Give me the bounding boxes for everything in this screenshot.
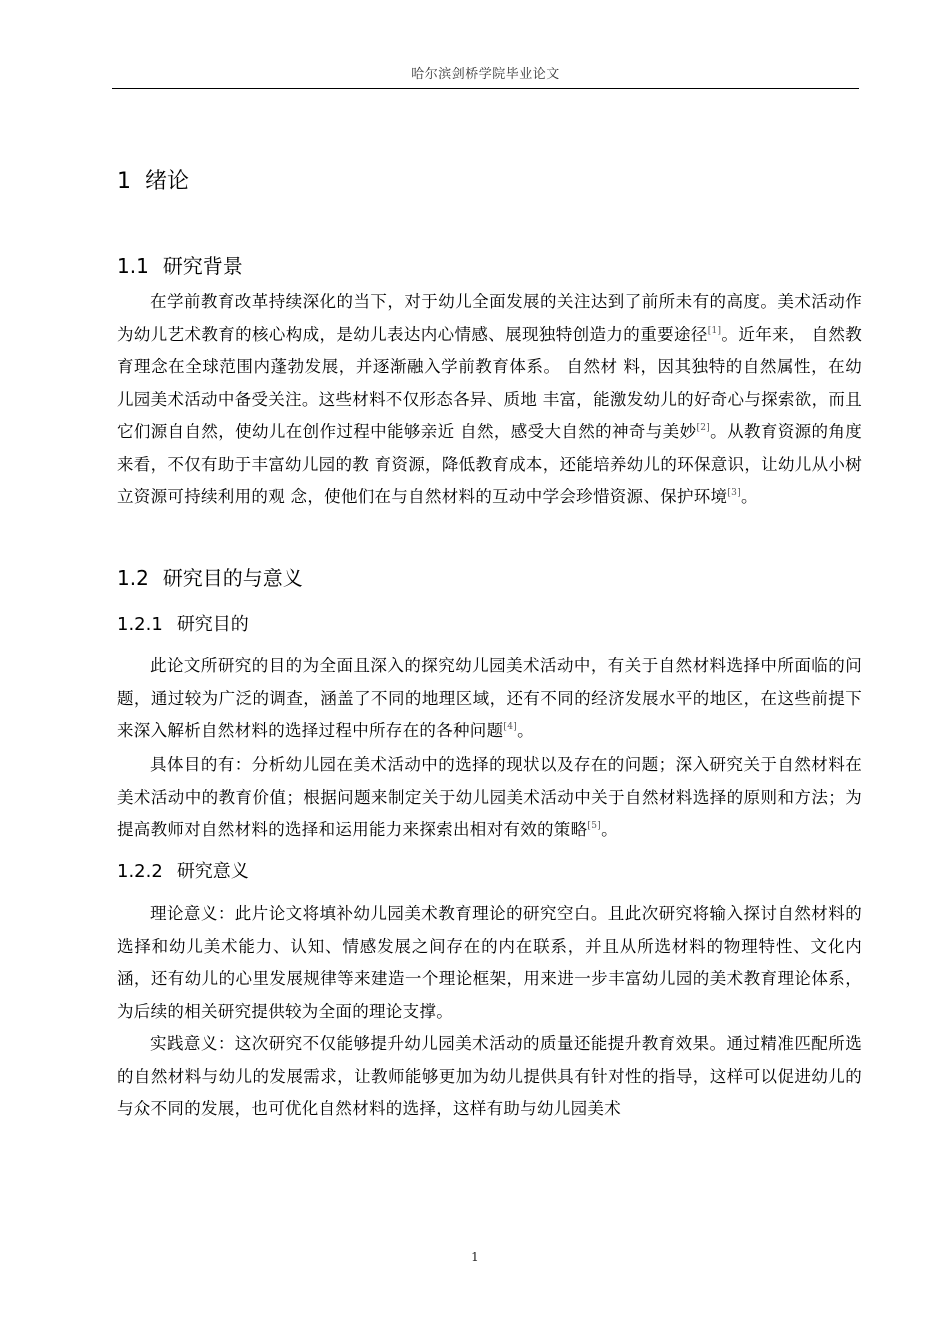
subsection-heading-1-2-1 — [117, 610, 249, 636]
section-heading-1-2 — [117, 562, 303, 591]
subsection-number: 1.2.1 — [117, 614, 163, 635]
page-number: 1 — [471, 1250, 479, 1264]
section-number: 1.1 — [117, 254, 149, 278]
citation: [4] — [503, 722, 518, 732]
paragraph-text: 。从教育资源的角度来看，不仅有助于丰富幼儿园的教 育资源，降低教育成本，还能培养幼儿的环保意识，让幼儿从小树立资源可持续利用的观 念，使他们在与自然材料的互动中学会珍惜资源、保护环境 — [117, 422, 863, 506]
page-header: 哈尔滨剑桥学院毕业论文 — [411, 67, 560, 82]
subsection-heading-1-2-2 — [117, 857, 249, 883]
citation: [3] — [727, 488, 742, 498]
section-number: 1.2 — [117, 566, 149, 590]
paragraph-text: 具体目的有：分析幼儿园在美术活动中的选择的现状以及存在的问题；深入研究关于自然材料在美术活动中的教育价值；根据问题来制定关于幼儿园美术活动中关于自然材料选择的原则和方法；为提高教师对自然材料的选择和运用能力来探索出相对有效的策略 — [117, 755, 862, 839]
paragraph-text: 。 — [517, 721, 534, 740]
citation: [2] — [696, 423, 711, 433]
section-title: 研究目的与意义 — [162, 566, 303, 590]
section-title: 研究背景 — [162, 254, 243, 278]
paragraph-practice — [117, 1012, 862, 1126]
paragraph-text: 。 — [601, 820, 618, 839]
paragraph-text: 。近年来， 自然教育理念在全球范围内蓬勃发展，并逐渐融入学前教育体系。 自然材 料，因其独特的自然属性，在幼儿园美术活动中备受关注。这些材料不仅形态各异、质地 丰富，能激发幼儿的好奇心与探索欲，而且它们源自自然，使幼儿在创作过程中能够亲近 自然，感受大自然的神奇与美妙 — [117, 324, 862, 441]
paragraph-text: 此论文所研究的目的为全面且深入的探究幼儿园美术活动中，有关于自然材料选择中所面临的问题，通过较为广泛的调查，涵盖了不同的地理区域，还有不同的经济发展水平的地区，在这些前提下来深入解析自然材料的选择过程中所存在的各种问题 — [117, 656, 862, 740]
subsection-title: 研究意义 — [176, 861, 249, 882]
paragraph-text: 。 — [741, 487, 758, 506]
subsection-number: 1.2.2 — [117, 861, 163, 882]
paragraph-theory — [117, 882, 862, 1028]
header-rule — [112, 88, 859, 89]
chapter-number: 1 — [117, 169, 131, 194]
citation: [5] — [587, 821, 602, 831]
citation: [1] — [707, 325, 722, 336]
subsection-title: 研究目的 — [176, 614, 249, 635]
paragraph-text: 理论意义：此片论文将填补幼儿园美术教育理论的研究空白。且此次研究将输入探讨自然材料的选择和幼儿美术能力、认知、情感发展之间存在的内在联系，并且从所选材料的物理特性、文化内涵，还有幼儿的心里发展规律等来建造一个理论框架，用来进一步丰富幼儿园的美术教育理论体系，为后续的相关研究提供较为全面的理论支撑。 — [117, 904, 862, 1021]
paragraph-specific-goals — [117, 733, 862, 847]
paragraph-text: 在学前教育改革持续深化的当下，对于幼儿全面发展的关注达到了前所未有的高度。美术活动作为幼儿艺术教育的核心构成，是幼儿表达内心情感、展现独特创造力的重要途径 — [117, 292, 862, 344]
paragraph-purpose — [117, 634, 862, 748]
chapter-heading — [117, 164, 189, 195]
chapter-title: 绪论 — [145, 169, 190, 194]
paragraph-text: 实践意义：这次研究不仅能够提升幼儿园美术活动的质量还能提升教育效果。通过精准匹配所选的自然材料与幼儿的发展需求，让教师能够更加为幼儿提供具有针对性的指导，这样可以促进幼儿的与众不同的发展，也可优化自然材料的选择，这样有助与幼儿园美术 — [117, 1034, 862, 1118]
paragraph-background — [117, 270, 862, 514]
